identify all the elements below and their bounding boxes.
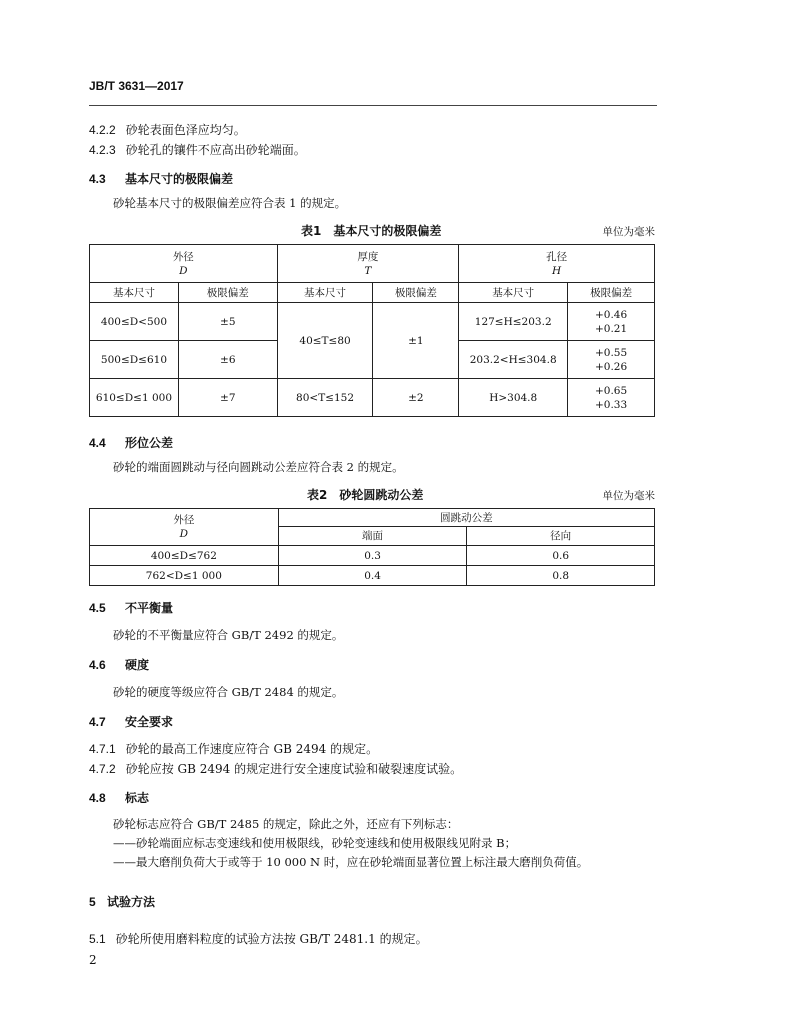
table2-col-runout-tolerance: 圆跳动公差 [278,509,654,527]
clause-number: 4.7.1 [89,742,116,756]
clause-4-7-2 [89,760,462,777]
section-title: 标志 [125,791,150,805]
table-cell: 40≤T≤80 [277,303,373,379]
table-cell: 400≤D<500 [90,303,179,341]
section-title: 形位公差 [125,436,174,450]
marking-item-1: ——砂轮端面应标志变速线和使用极限线，砂轮变速线和使用极限线见附录 B； [113,836,517,850]
table1-group-thickness: 厚度 T [277,245,459,283]
table2-caption: 表2 砂轮圆跳动公差 [307,488,424,502]
table2-col-radial: 径向 [467,527,655,546]
clause-number: 4.2.3 [89,143,116,157]
table-cell: 127≤H≤203.2 [459,303,568,341]
table-cell: 0.4 [278,566,467,586]
table-cell: ±5 [178,303,277,341]
section-number: 4.8 [89,791,106,805]
section-title: 安全要求 [125,715,174,729]
clause-4-7-1 [89,740,378,757]
table-cell: 500≤D≤610 [90,341,179,379]
clause-text: 砂轮应按 GB 2494 的规定进行安全速度试验和破裂速度试验。 [125,762,463,776]
table-cell: ±2 [373,379,459,417]
section-4-6-paragraph: 砂轮的硬度等级应符合 GB/T 2484 的规定。 [113,685,344,699]
table1-group-outer-diameter: 外径 D [90,245,278,283]
table2-unit: 单位为毫米 [602,490,655,502]
table1-unit: 单位为毫米 [602,226,655,238]
col-basic-size: 基本尺寸 [277,283,373,303]
section-title: 硬度 [125,658,150,672]
section-4-5-paragraph: 砂轮的不平衡量应符合 GB/T 2492 的规定。 [113,628,344,642]
col-limit-deviation: 极限偏差 [568,283,655,303]
table-row [90,303,655,341]
clause-4-2-2 [89,121,246,138]
table1-caption: 表1 基本尺寸的极限偏差 [301,224,442,238]
table-cell: 0.6 [467,546,655,566]
table1-group-bore: 孔径 H [459,245,655,283]
table-cell: 610≤D≤1 000 [90,379,179,417]
col-limit-deviation: 极限偏差 [373,283,459,303]
section-number: 4.5 [89,601,106,615]
table-row [90,566,655,586]
table-cell: +0.55 +0.26 [568,341,655,379]
marking-item-2: ——最大磨削负荷大于或等于 10 000 N 时，应在砂轮端面显著位置上标注最大磨削负荷值。 [113,855,589,869]
clause-text: 砂轮的最高工作速度应符合 GB 2494 的规定。 [125,742,379,756]
section-4-8-heading [89,789,149,806]
section-5-heading [89,893,155,910]
table-cell: 400≤D≤762 [90,546,279,566]
section-4-5-heading [89,599,173,616]
section-4-3-paragraph: 砂轮基本尺寸的极限偏差应符合表 1 的规定。 [113,196,347,210]
table-cell: 203.2<H≤304.8 [459,341,568,379]
table-cell: H>304.8 [459,379,568,417]
clause-text: 砂轮表面色泽应均匀。 [125,123,246,137]
table1-column-header-row [90,283,655,303]
clause-text: 砂轮所使用磨料粒度的试验方法按 GB/T 2481.1 的规定。 [115,932,428,946]
table-cell: +0.65 +0.33 [568,379,655,417]
table-cell: +0.46 +0.21 [568,303,655,341]
table-cell: 80<T≤152 [277,379,373,417]
clause-number: 5.1 [89,932,106,946]
clause-5-1 [89,930,428,947]
col-basic-size: 基本尺寸 [459,283,568,303]
section-title: 不平衡量 [125,601,174,615]
clause-number: 4.7.2 [89,762,116,776]
section-4-8-paragraph: 砂轮标志应符合 GB/T 2485 的规定，除此之外，还应有下列标志： [113,817,459,831]
table2 [89,508,655,586]
col-basic-size: 基本尺寸 [90,283,179,303]
table1-group-header-row [90,245,655,283]
section-number: 4.3 [89,172,106,186]
table-cell: 0.8 [467,566,655,586]
table1 [89,244,655,417]
section-title: 基本尺寸的极限偏差 [125,172,234,186]
table-cell: ±7 [178,379,277,417]
table-cell: 762<D≤1 000 [90,566,279,586]
section-title: 试验方法 [107,895,156,909]
table-cell: ±1 [373,303,459,379]
section-4-6-heading [89,656,149,673]
section-4-4-heading [89,434,173,451]
section-number: 4.7 [89,715,106,729]
table-row [90,546,655,566]
table2-col-face: 端面 [278,527,467,546]
clause-4-2-3 [89,141,306,158]
section-4-3-heading [89,170,233,187]
section-number: 4.4 [89,436,106,450]
table-cell: ±6 [178,341,277,379]
section-4-7-heading [89,713,173,730]
section-4-4-paragraph: 砂轮的端面圆跳动与径向圆跳动公差应符合表 2 的规定。 [113,460,404,474]
table2-col-outer-diameter: 外径 D [90,509,279,546]
clause-text: 砂轮孔的镶件不应高出砂轮端面。 [125,143,306,157]
section-number: 4.6 [89,658,106,672]
section-number: 5 [89,895,96,909]
table2-header-row [90,509,655,527]
page-number: 2 [89,953,97,967]
standard-number: JB/T 3631—2017 [89,79,184,93]
clause-number: 4.2.2 [89,123,116,137]
col-limit-deviation: 极限偏差 [178,283,277,303]
table-cell: 0.3 [278,546,467,566]
header-rule [89,105,657,106]
